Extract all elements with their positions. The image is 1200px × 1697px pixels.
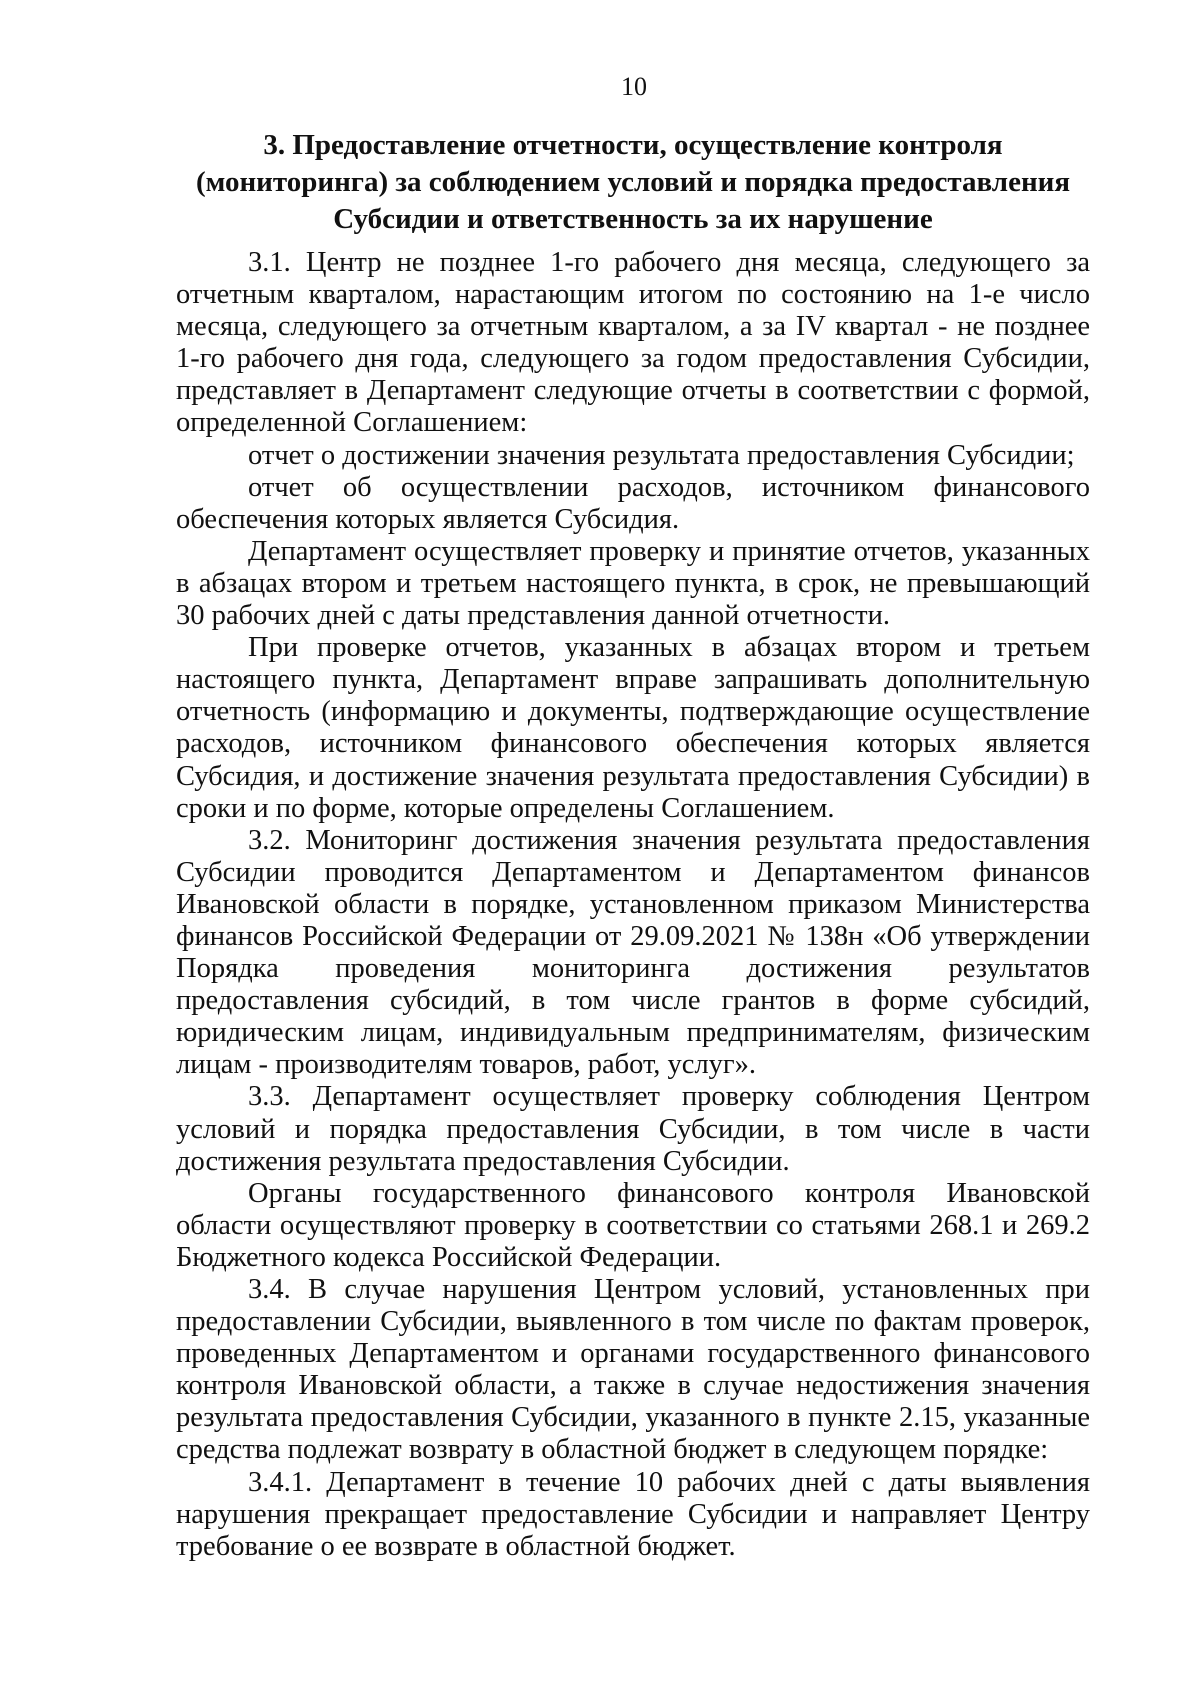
paragraph-3-1: 3.1. Центр не позднее 1-го рабочего дня месяца, следующего за отчетным кварталом, нарастающим итогом по состоянию на 1-е число месяца, следующего за отчетным кварталом, а за IV квартал - не позднее 1-го рабочего дня года, следующего за годом предоставления Субсидии, представляет в Департамент следующие отчеты в соответствии с формой, определенной Соглашением:	[176, 247, 1090, 439]
paragraph-3-4: 3.4. В случае нарушения Центром условий, установленных при предоставлении Субсидии, выявленного в том числе по фактам проверок, проведенных Департаментом и органами государственного финансового контроля Ивановской области, а также в случае недостижения значения результата предоставления Субсидии, указанного в пункте 2.15, указанные средства подлежат возврату в областной бюджет в следующем порядке:	[176, 1274, 1090, 1466]
section-heading-line: 3. Предоставление отчетности, осуществление контроля	[263, 129, 1003, 161]
section-heading-line: Субсидии и ответственность за их нарушение	[333, 203, 933, 235]
paragraph-3-4-1: 3.4.1. Департамент в течение 10 рабочих дней с даты выявления нарушения прекращает предоставление Субсидии и направляет Центру требование о ее возврате в областной бюджет.	[176, 1466, 1090, 1562]
section-heading	[176, 127, 1090, 238]
paragraph-3-3: 3.3. Департамент осуществляет проверку соблюдения Центром условий и порядка предоставления Субсидии, в том числе в части достижения результата предоставления Субсидии.	[176, 1081, 1090, 1177]
paragraph-report-expenses: отчет об осуществлении расходов, источником финансового обеспечения которых является Субсидия.	[176, 471, 1090, 535]
paragraph-financial-control: Органы государственного финансового контроля Ивановской области осуществляют проверку в соответствии со статьями 268.1 и 269.2 Бюджетного кодекса Российской Федерации.	[176, 1177, 1090, 1273]
paragraph-report-check: Департамент осуществляет проверку и принятие отчетов, указанных в абзацах втором и третьем настоящего пункта, в срок, не превышающий 30 рабочих дней с даты представления данной отчетности.	[176, 535, 1090, 632]
paragraph-3-2: 3.2. Мониторинг достижения значения результата предоставления Субсидии проводится Департаментом и Департаментом финансов Ивановской области в порядке, установленном приказом Министерства финансов Российской Федерации от 29.09.2021 № 138н «Об утверждении Порядка проведения мониторинга достижения результатов предоставления субсидий, в том числе грантов в форме субсидий, юридическим лицам, индивидуальным предпринимателям, физическим лицам - производителям товаров, работ, услуг».	[176, 824, 1090, 1081]
paragraph-report-achievement: отчет о достижении значения результата предоставления Субсидии;	[248, 439, 1075, 471]
document-body	[176, 247, 1090, 1563]
section-heading-line: (мониторинга) за соблюдением условий и порядка предоставления	[195, 166, 1071, 198]
page-number: 10	[621, 72, 647, 101]
paragraph-additional-reporting: При проверке отчетов, указанных в абзацах втором и третьем настоящего пункта, Департамент вправе запрашивать дополнительную отчетность (информацию и документы, подтверждающие осуществление расходов, источником финансового обеспечения которых является Субсидия, и достижение значения результата предоставления Субсидии) в сроки и по форме, которые определены Соглашением.	[176, 632, 1090, 824]
